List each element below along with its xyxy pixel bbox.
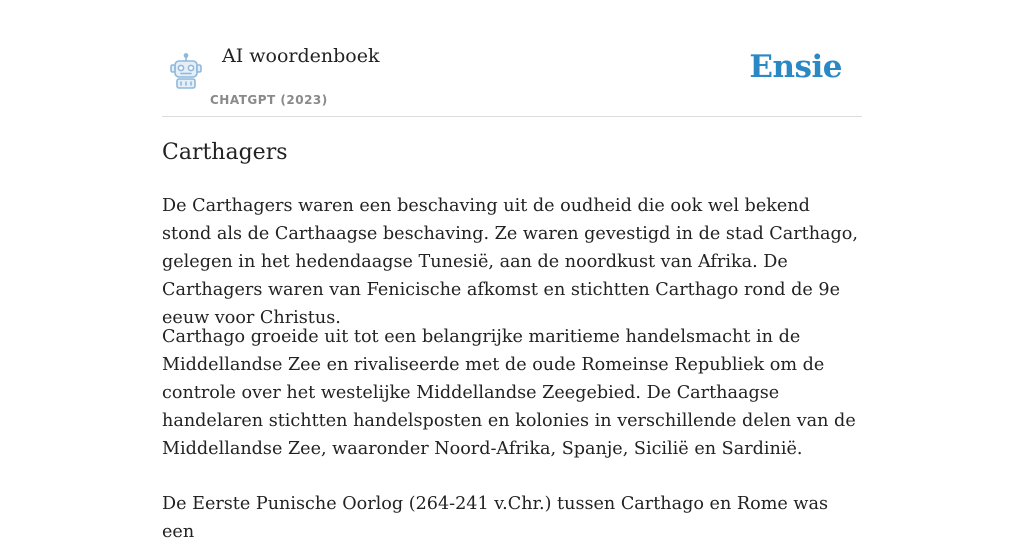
entry-paragraph: De Eerste Punische Oorlog (264-241 v.Chr.) tussen Carthago en Rome was een <box>162 494 828 542</box>
page-header <box>162 0 862 117</box>
page-container <box>162 0 862 542</box>
dictionary-source: CHATGPT (2023) <box>210 93 328 107</box>
entry-paragraph: De Carthagers waren een beschaving uit de oudheid die ook wel bekend stond als de Carthaagse beschaving. Ze waren gevestigd in de stad Carthago, gelegen in het hedendaagse Tunesië, aan de noordkust van Afrika. De Carthagers waren van Fenicische afkomst en stichtten Carthago rond de 9e eeuw voor Christus. <box>162 196 858 328</box>
entry-title: Carthagers <box>162 140 288 165</box>
robot-icon <box>166 52 206 92</box>
entry-paragraph: Carthago groeide uit tot een belangrijke maritieme handelsmacht in de Middellandse Zee en rivaliseerde met de oude Romeinse Republiek om de controle over het westelijke Middellandse Zeegebied. De Carthaagse handelaren stichtten handelsposten en kolonies in verschillende delen van de Middellandse Zee, waaronder Noord-Afrika, Spanje, Sicilië en Sardinië. <box>162 327 856 459</box>
brand-logo-link[interactable]: Ensie <box>749 49 842 85</box>
dictionary-title[interactable]: AI woordenboek <box>222 45 380 67</box>
